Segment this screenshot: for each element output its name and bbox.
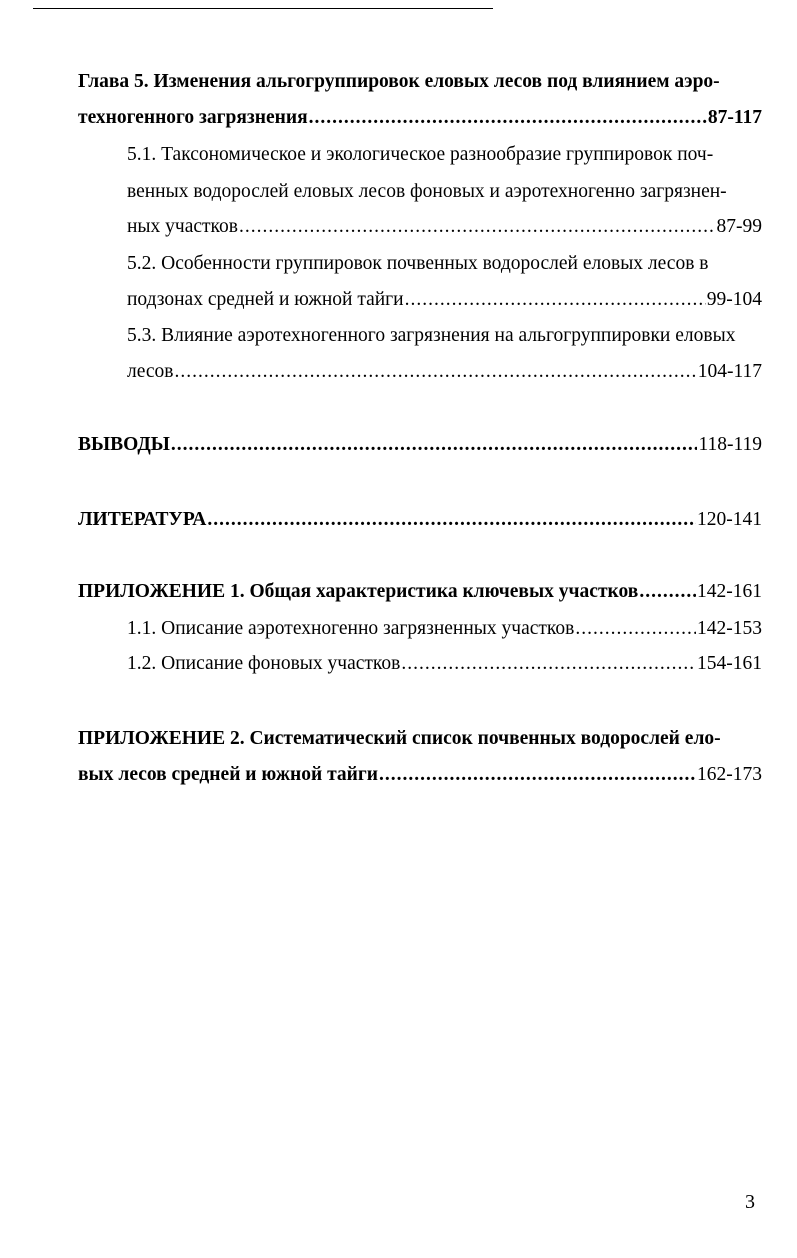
toc-entry-appendix1[interactable] xyxy=(78,580,762,604)
toc-entry-conclusions[interactable] xyxy=(78,433,762,457)
literature-pages: 120-141 xyxy=(697,509,762,530)
section-5-2-pages: 99-104 xyxy=(706,289,762,310)
appendix1-1-title: 1.1. Описание аэротехногенно загрязненных участков xyxy=(127,618,575,639)
appendix1-pages: 142-161 xyxy=(697,581,762,602)
top-rule xyxy=(33,8,493,9)
dot-leader xyxy=(379,763,696,787)
toc-entry-section-5-3[interactable] xyxy=(127,360,762,384)
section-5-3-line2: лесов xyxy=(127,361,174,382)
section-5-3-line1: 5.3. Влияние аэротехногенного загрязнения на альгогруппировки еловых xyxy=(127,325,736,346)
appendix1-1-pages: 142-153 xyxy=(697,618,762,639)
dot-leader xyxy=(171,433,698,457)
chapter5-title-line1: Глава 5. Изменения альгогруппировок еловых лесов под влиянием аэро- xyxy=(78,71,720,92)
section-5-1-line3: ных участков xyxy=(127,216,238,237)
toc-entry-appendix1-2[interactable] xyxy=(127,652,762,676)
conclusions-pages: 118-119 xyxy=(698,434,762,455)
toc-entry-section-5-1[interactable] xyxy=(127,215,762,239)
section-5-1-pages: 87-99 xyxy=(716,216,762,237)
toc-entry-chapter5[interactable] xyxy=(78,106,762,130)
appendix1-2-title: 1.2. Описание фоновых участков xyxy=(127,653,401,674)
dot-leader xyxy=(174,360,696,384)
dot-leader xyxy=(309,106,707,130)
section-5-1-line1: 5.1. Таксономическое и экологическое разнообразие группировок поч- xyxy=(127,144,714,165)
appendix2-title-line1: ПРИЛОЖЕНИЕ 2. Систематический список почвенных водорослей ело- xyxy=(78,728,721,749)
dot-leader xyxy=(207,508,696,532)
dot-leader xyxy=(575,617,696,641)
dot-leader xyxy=(239,215,716,239)
toc-entry-appendix2[interactable] xyxy=(78,763,762,787)
conclusions-title: ВЫВОДЫ xyxy=(78,434,170,455)
section-5-2-line1: 5.2. Особенности группировок почвенных водорослей еловых лесов в xyxy=(127,253,709,274)
toc-entry-appendix1-1[interactable] xyxy=(127,617,762,641)
dot-leader xyxy=(405,288,706,312)
appendix1-title: ПРИЛОЖЕНИЕ 1. Общая характеристика ключевых участков xyxy=(78,581,639,602)
literature-title: ЛИТЕРАТУРА xyxy=(78,509,207,530)
chapter5-pages: 87-117 xyxy=(707,107,762,128)
dot-leader xyxy=(639,580,696,604)
appendix2-title-line2: вых лесов средней и южной тайги xyxy=(78,764,378,785)
page-number: 3 xyxy=(745,1191,755,1213)
toc-entry-section-5-2[interactable] xyxy=(127,288,762,312)
section-5-3-pages: 104-117 xyxy=(697,361,762,382)
dot-leader xyxy=(401,652,696,676)
chapter5-title-line2: техногенного загрязнения xyxy=(78,107,308,128)
section-5-1-line2: венных водорослей еловых лесов фоновых и аэротехногенно загрязнен- xyxy=(127,181,727,202)
toc-entry-literature[interactable] xyxy=(78,508,762,532)
appendix2-pages: 162-173 xyxy=(697,764,762,785)
appendix1-2-pages: 154-161 xyxy=(697,653,762,674)
section-5-2-line2: подзонах средней и южной тайги xyxy=(127,289,404,310)
